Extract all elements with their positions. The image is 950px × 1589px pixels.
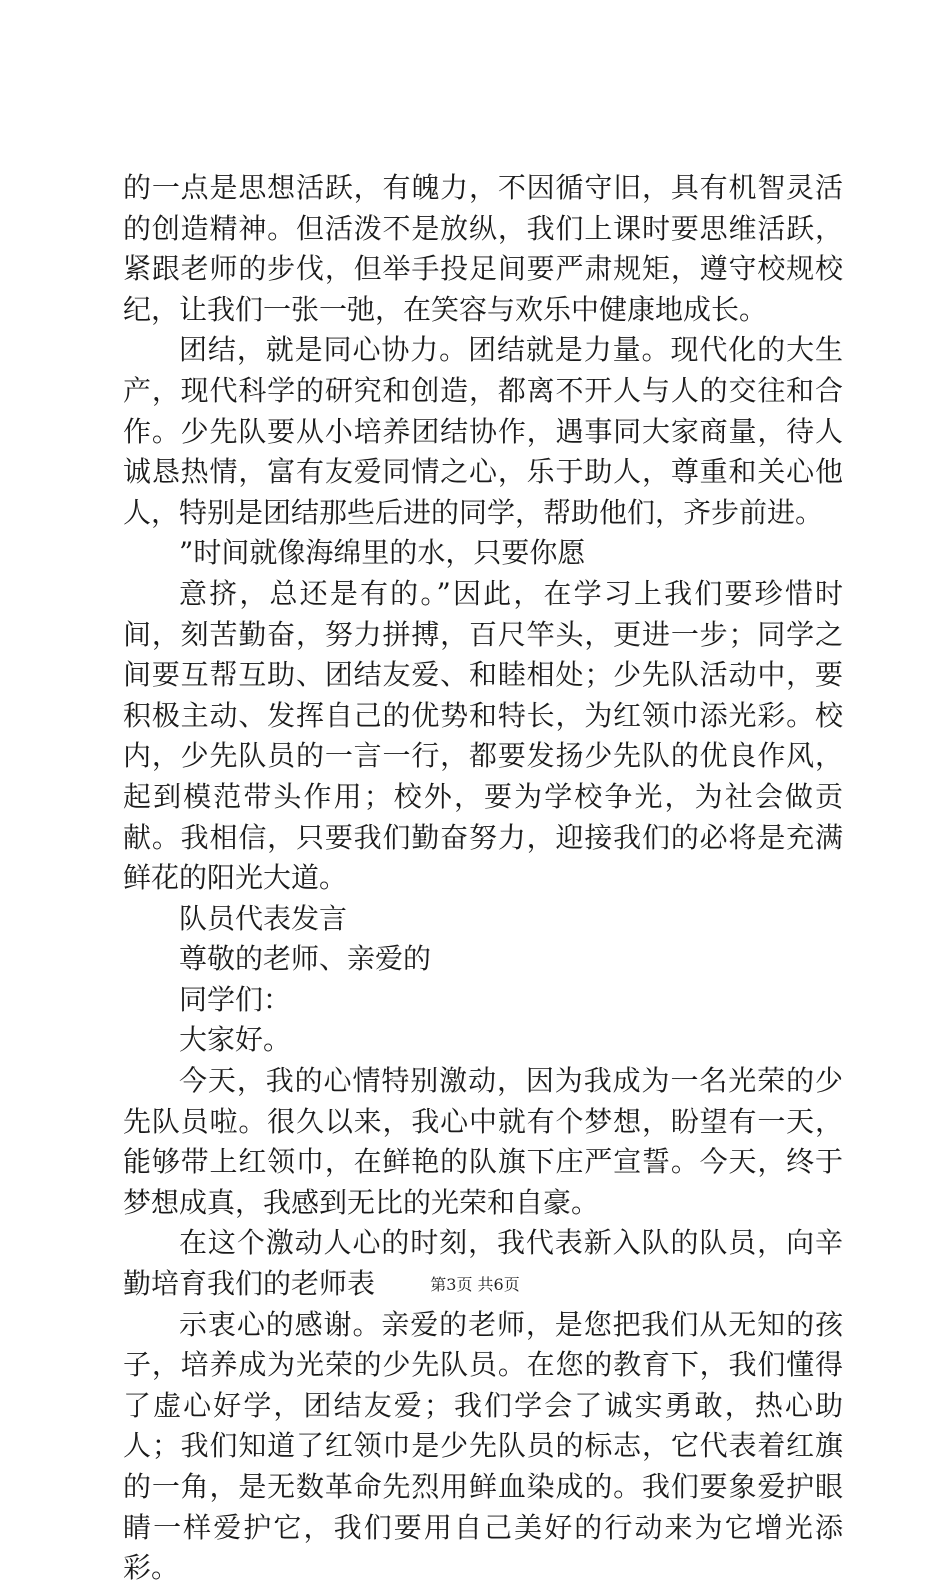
salutation: 同学们： (179, 982, 292, 1016)
paragraph: 今天，我的心情特别激动，因为我成为一名光荣的少先队员啦。很久以来，我心中就有个梦想，盼望有一天，能够带上红领巾，在鲜艳的队旗下庄严宣誓。今天，终于梦想成真，我感到无比的光荣和自豪。 (123, 1064, 843, 1219)
page-number-footer: 第3页 共6页 (430, 1275, 520, 1294)
salutation: 尊敬的老师、亲爱的 (179, 942, 432, 976)
paragraph: 意挤，总还是有的。”因此，在学习上我们要珍惜时间，刻苦勤奋，努力拼搏，百尺竿头，更进一步；同学之间要互帮互助、团结友爱、和睦相处；少先队活动中，要积极主动、发挥自己的优势和特长，为红领巾添光彩。校内，少先队员的一言一行，都要发扬少先队的优良作风，起到模范带头作用；校外，要为学校争光，为社会做贡献。我相信，只要我们勤奋努力，迎接我们的必将是充满鲜花的阳光大道。 (123, 576, 843, 895)
paragraph: 示衷心的感谢。亲爱的老师，是您把我们从无知的孩子，培养成为光荣的少先队员。在您的教育下，我们懂得了虚心好学，团结友爱；我们学会了诚实勇敢，热心助人；我们知道了红领巾是少先队员的标志，它代表着红旗的一角，是无数革命先烈用鲜血染成的。我们要象爱护眼睛一样爱护它，我们要用自己美好的行动来为它增光添彩。 (123, 1307, 843, 1585)
paragraph: 团结，就是同心协力。团结就是力量。现代化的大生产，现代科学的研究和创造，都离不开人与人的交往和合作。少先队要从小培养团结协作，遇事同大家商量，待人诚恳热情，富有友爱同情之心，乐于助人，尊重和关心他人，特别是团结那些后进的同学，帮助他们，齐步前进。 (123, 333, 843, 529)
paragraph: 在这个激动人心的时刻，我代表新入队的队员，向辛勤培育我们的老师表 (123, 1226, 843, 1301)
speech-heading: 队员代表发言 (179, 901, 348, 935)
paragraph: 的一点是思想活跃，有魄力，不因循守旧，具有机智灵活的创造精神。但活泼不是放纵，我们上课时要思维活跃，紧跟老师的步伐，但举手投足间要严肃规矩，遵守校规校纪，让我们一张一弛，在笑容与欢乐中健康地成长。 (123, 171, 843, 326)
document-body (123, 168, 843, 1589)
greeting: 大家好。 (179, 1023, 292, 1057)
paragraph: ”时间就像海绵里的水，只要你愿 (179, 536, 586, 570)
